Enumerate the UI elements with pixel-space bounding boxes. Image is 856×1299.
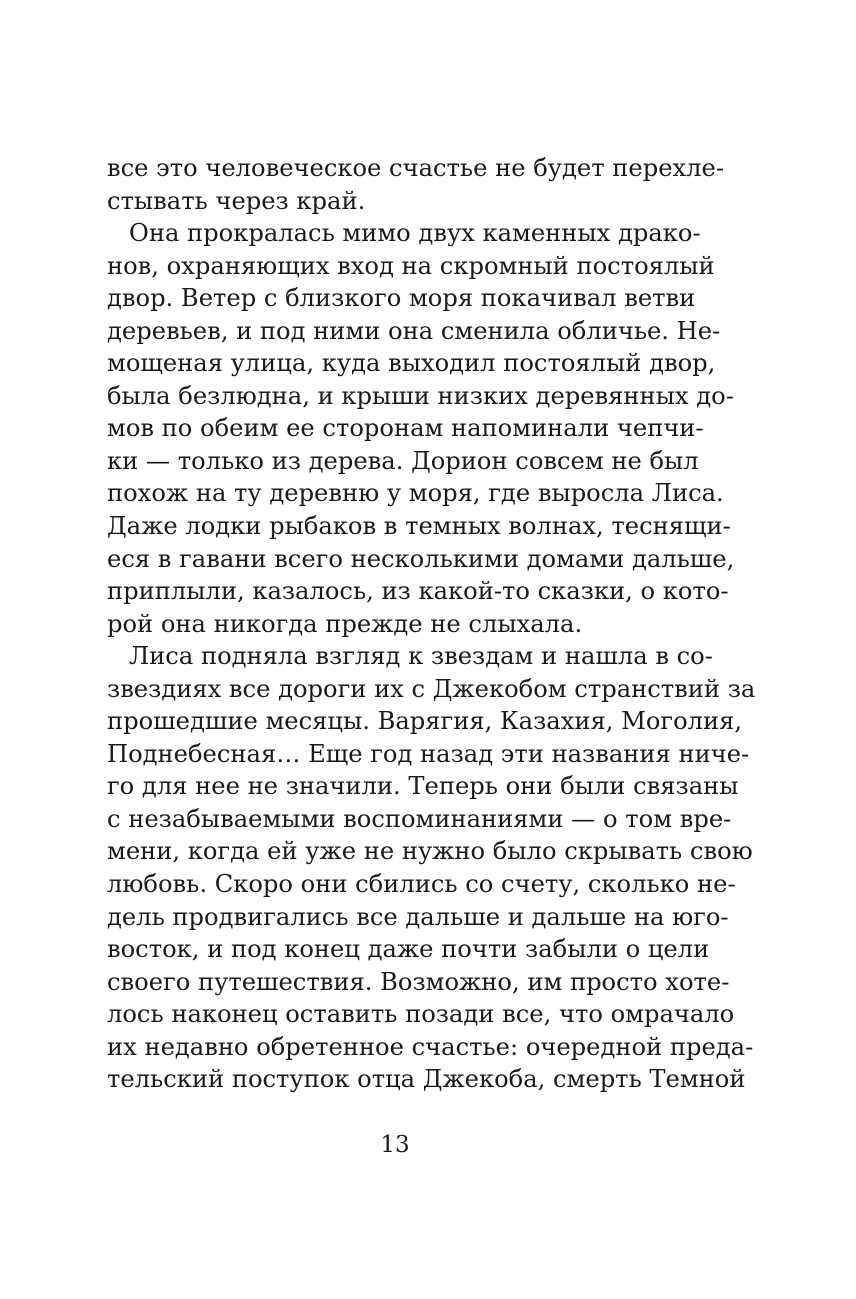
text-line: дель продвигались все дальше и дальше на юго- — [107, 902, 729, 931]
text-line: восток, и под конец даже почти забыли о цели — [107, 935, 710, 964]
body-text — [107, 152, 756, 1096]
text-line: Она прокралась мимо двух каменных драко- — [129, 219, 701, 248]
text-line: звездиях все дороги их с Джекобом странствий за — [107, 674, 756, 703]
text-line: Поднебесная… Еще год назад эти названия ниче- — [107, 739, 750, 768]
text-line: го для нее не значили. Теперь они были связаны — [107, 772, 739, 801]
text-line: нов, охраняющих вход на скромный постоялый — [107, 251, 715, 280]
text-line: деревьев, и под ними она сменила обличье. Не- — [107, 316, 721, 345]
text-line: стывать через край. — [107, 186, 366, 215]
paragraph — [107, 152, 725, 217]
page-number: 13 — [380, 1132, 410, 1158]
text-line: своего путешествия. Возможно, им просто хоте- — [107, 967, 730, 996]
text-line: лось наконец оставить позади все, что омрачало — [107, 1000, 735, 1029]
paragraph — [107, 217, 735, 640]
text-line: приплыли, казалось, из какой-то сказки, о кото- — [107, 577, 729, 606]
text-line: еся в гавани всего несколькими домами дальше, — [107, 544, 735, 573]
text-line: ки — только из дерева. Дорион совсем не был — [107, 446, 699, 475]
text-line: двор. Ветер с близкого моря покачивал ветви — [107, 284, 696, 313]
text-line: мени, когда ей уже не нужно было скрывать свою — [107, 837, 753, 866]
text-line: Даже лодки рыбаков в темных волнах, теснящи- — [107, 512, 731, 541]
text-line: тельский поступок отца Джекоба, смерть Темной — [107, 1065, 746, 1094]
text-line: с незабываемыми воспоминаниями — о том вре- — [107, 804, 732, 833]
paragraph — [107, 640, 756, 1096]
text-line: была безлюдна, и крыши низких деревянных до- — [107, 381, 734, 410]
text-line: Лиса подняла взгляд к звездам и нашла в со- — [129, 642, 713, 671]
text-line: все это человеческое счастье не будет перехле- — [107, 154, 725, 182]
text-line: мощеная улица, куда выходил постоялый двор, — [107, 349, 716, 378]
text-line: их недавно обретенное счастье: очередной преда- — [107, 1032, 754, 1061]
text-line: похож на ту деревню у моря, где выросла Лиса. — [107, 479, 724, 508]
text-line: рой она никогда прежде не слыхала. — [107, 609, 583, 638]
text-line: мов по обеим ее сторонам напоминали чепчи- — [107, 414, 704, 443]
text-line: любовь. Скоро они сбились со счету, сколько не- — [107, 870, 736, 899]
text-line: прошедшие месяцы. Варягия, Казахия, Моголия, — [107, 707, 743, 736]
